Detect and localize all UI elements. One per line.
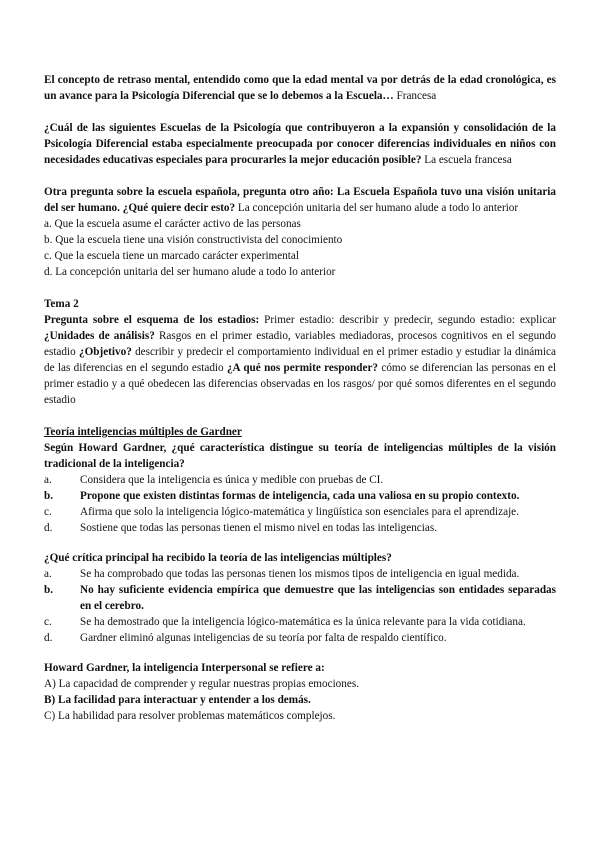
option-text: Considera que la inteligencia es única y medible con pruebas de CI. xyxy=(80,474,384,486)
option-b: B) La facilidad para interactuar y entender a los demás. xyxy=(44,694,311,706)
option-a: a. Que la escuela asume el carácter activo de las personas xyxy=(44,218,301,230)
estadios-question: Pregunta sobre el esquema de los estadios: xyxy=(44,314,260,326)
tema2-title: Tema 2 xyxy=(44,298,79,310)
option-a xyxy=(44,472,556,488)
option-d: d. La concepción unitaria del ser humano alude a todo lo anterior xyxy=(44,266,336,278)
question-critica xyxy=(44,550,556,566)
option-a xyxy=(44,566,556,582)
option-d xyxy=(44,630,556,646)
question-text: ¿Cuál de las siguientes Escuelas de la Psicología que contribuyeron a la expansión y consolidación de la Psicología Diferencial estaba especialmente preocupada por conocer diferencias individuales en niños con necesidades educativas especiales para procurarles la mejor educación posible? xyxy=(44,122,556,166)
option-b xyxy=(44,582,556,614)
option-c: C) La habilidad para resolver problemas matemáticos complejos. xyxy=(44,710,336,722)
option-c xyxy=(44,504,556,520)
question-text: ¿Qué crítica principal ha recibido la teoría de las inteligencias múltiples? xyxy=(44,552,392,564)
option-c xyxy=(44,614,556,630)
option-text: Se ha demostrado que la inteligencia lógico-matemática es la única relevante para la vida cotidiana. xyxy=(80,616,526,628)
gardner-heading: Teoría inteligencias múltiples de Gardner xyxy=(44,426,242,438)
option-text: Sostiene que todas las personas tienen el mismo nivel en todas las inteligencias. xyxy=(80,522,437,534)
answer-text: La concepción unitaria del ser humano alude a todo lo anterior xyxy=(235,202,519,214)
answer-text: Francesa xyxy=(393,90,437,102)
option-key: d. xyxy=(44,522,53,534)
question-escuela-espanola xyxy=(44,184,556,216)
section-title-tema2 xyxy=(44,296,556,312)
question-gardner-caracteristica xyxy=(44,440,556,472)
option-key: c. xyxy=(44,506,52,518)
objetivo-answer: describir y predecir el comportamiento individual en el primer estadio y estudiar la dinámica de las diferencias en el segundo estadio xyxy=(44,346,556,374)
estadios-answer: Primer estadio: describir y predecir, segundo estadio: explicar xyxy=(259,314,556,326)
question-estadios xyxy=(44,312,556,408)
option-key: a. xyxy=(44,474,52,486)
objetivo-question: ¿Objetivo? xyxy=(78,346,132,358)
question-retraso-mental xyxy=(44,72,556,104)
question-text: Howard Gardner, la inteligencia Interpersonal se refiere a: xyxy=(44,662,325,674)
responder-answer: cómo se diferencian las personas en el primer estadio y a qué obedecen las diferencias observadas en los rasgos/ por qué somos diferentes en el segundo estadio xyxy=(44,362,556,406)
question-escuelas xyxy=(44,120,556,168)
responder-question: ¿A qué nos permite responder? xyxy=(226,362,379,374)
option-d xyxy=(44,520,556,536)
option-text: Afirma que solo la inteligencia lógico-matemática y lingüística son esenciales para el aprendizaje. xyxy=(80,506,519,518)
option-c: c. Que la escuela tiene un marcado carácter experimental xyxy=(44,250,299,262)
option-a: A) La capacidad de comprender y regular nuestras propias emociones. xyxy=(44,678,359,690)
question-text: El concepto de retraso mental, entendido como que la edad mental va por detrás de la edad cronológica, es un avance para la Psicología Diferencial que se lo debemos a la Escuela… xyxy=(44,74,556,102)
question-text: Según Howard Gardner, ¿qué característica distingue su teoría de inteligencias múltiples de la visión tradicional de la inteligencia? xyxy=(44,442,556,470)
option-key: b. xyxy=(44,490,54,502)
option-text: Gardner eliminó algunas inteligencias de su teoría por falta de respaldo científico. xyxy=(80,632,447,644)
option-b: b. Que la escuela tiene una visión constructivista del conocimiento xyxy=(44,234,343,246)
option-text: No hay suficiente evidencia empírica que demuestre que las inteligencias son entidades separadas en el cerebro. xyxy=(80,584,556,612)
option-b xyxy=(44,488,556,504)
option-key: a. xyxy=(44,568,52,580)
option-key: c. xyxy=(44,616,52,628)
option-text: Propone que existen distintas formas de inteligencia, cada una valiosa en su propio contexto. xyxy=(80,490,520,502)
question-interpersonal xyxy=(44,660,556,676)
section-heading-gardner xyxy=(44,424,556,440)
answer-text: La escuela francesa xyxy=(421,154,512,166)
option-text: Se ha comprobado que todas las personas tienen los mismos tipos de inteligencia en igual medida. xyxy=(80,568,520,580)
option-key: b. xyxy=(44,584,54,596)
unidades-question: ¿Unidades de análisis? xyxy=(44,330,155,342)
option-key: d. xyxy=(44,632,53,644)
unidades-answer: Rasgos en el primer estadio, variables mediadoras, procesos cognitivos en el segundo estadio xyxy=(44,330,557,358)
question-text: Otra pregunta sobre la escuela española, pregunta otro año: La Escuela Española tuvo una visión unitaria del ser humano. ¿Qué quiere decir esto? xyxy=(44,186,556,214)
